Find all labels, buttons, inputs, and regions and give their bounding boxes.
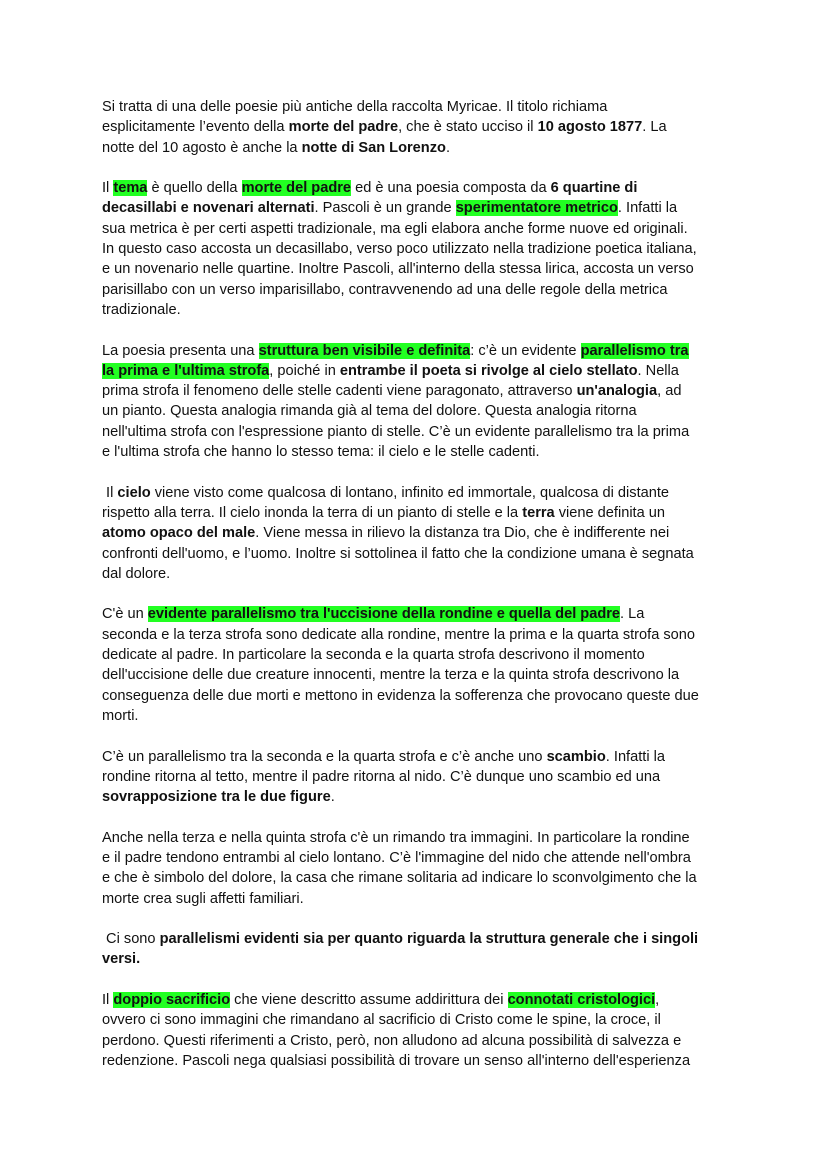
text-line bbox=[102, 990, 742, 1010]
text-run: e che è simbolo del dolore, la casa che rimane solitaria ad indicare lo sconvolgimento che la bbox=[102, 870, 697, 887]
text-run: confronti dell'uomo, e l’uomo. Inoltre si sottolinea il fatto che la condizione umana è segnata bbox=[102, 545, 694, 562]
text-run: Il bbox=[102, 992, 114, 1009]
text-line bbox=[102, 97, 742, 117]
text-line bbox=[102, 219, 742, 239]
bold-text: notte di San Lorenzo bbox=[301, 139, 446, 156]
text-run: morte crea sugli affetti familiari. bbox=[102, 890, 304, 907]
text-line bbox=[102, 422, 742, 442]
paragraph bbox=[102, 483, 742, 584]
bold-text: scambio bbox=[546, 748, 606, 765]
text-line bbox=[102, 787, 742, 807]
text-run: è quello della bbox=[147, 180, 242, 197]
text-run: parisillabo con un verso imparisillabo, contravvenendo ad una delle regole della metrica bbox=[102, 281, 668, 298]
text-run: . La bbox=[642, 119, 667, 136]
highlighted-text: connotati cristologici bbox=[507, 992, 656, 1009]
text-run: dal dolore. bbox=[102, 565, 171, 582]
paragraph bbox=[102, 178, 742, 320]
paragraph bbox=[102, 97, 742, 158]
text-line bbox=[102, 523, 742, 543]
text-line bbox=[102, 138, 742, 158]
highlighted-text: doppio sacrificio bbox=[113, 992, 231, 1009]
text-line bbox=[102, 686, 742, 706]
text-run: . La bbox=[620, 606, 645, 623]
text-run: seconda e la terza strofa sono dedicate alla rondine, mentre la prima e la quarta strofa sono bbox=[102, 626, 696, 643]
paragraph bbox=[102, 341, 742, 463]
text-run: morti. bbox=[102, 707, 139, 724]
document-page bbox=[102, 97, 742, 1092]
text-run: , bbox=[655, 992, 660, 1009]
text-run: Ci sono bbox=[102, 931, 160, 948]
text-run: rondine ritorna al tetto, mentre il padre ritorna al nido. C’è dunque uno scambio ed una bbox=[102, 768, 661, 785]
highlighted-text: la prima e l'ultima strofa bbox=[102, 362, 270, 379]
text-line bbox=[102, 889, 742, 909]
text-line bbox=[102, 1031, 742, 1051]
text-line bbox=[102, 625, 742, 645]
bold-text: sovrapposizione tra le due figure bbox=[102, 789, 331, 806]
text-run: e un novenario nelle quartine. Inoltre Pascoli, all'interno della stessa lirica, accosta un verso bbox=[102, 261, 694, 278]
highlighted-text: morte del padre bbox=[241, 180, 352, 197]
text-run: dell'uccisione delle due creature innocenti, mentre la terza e la quinta strofa descrivono la bbox=[102, 667, 680, 684]
text-run: sua metrica è per certi aspetti tradizionale, ma egli elabora anche forme nuove ed originali. bbox=[102, 220, 688, 237]
text-line bbox=[102, 503, 742, 523]
paragraph bbox=[102, 929, 742, 970]
text-run: rispetto alla terra. Il cielo inonda la terra di un pianto di stelle e la bbox=[102, 504, 523, 521]
text-run: . bbox=[330, 789, 335, 806]
text-run: Si tratta di una delle poesie più antiche della raccolta Myricae. Il titolo richiama bbox=[102, 99, 608, 115]
text-line bbox=[102, 300, 742, 320]
text-line bbox=[102, 665, 742, 685]
text-line bbox=[102, 868, 742, 888]
text-run: C'è un bbox=[102, 606, 148, 623]
text-run: . Pascoli è un grande bbox=[314, 200, 456, 217]
text-run: . Infatti la bbox=[605, 748, 665, 765]
highlighted-text: parallelismo tra bbox=[580, 342, 689, 359]
text-line bbox=[102, 828, 742, 848]
bold-text: parallelismi evidenti sia per quanto riguarda la struttura generale che i singoli bbox=[159, 931, 699, 948]
text-line bbox=[102, 544, 742, 564]
bold-text: versi. bbox=[102, 951, 141, 968]
text-run: nell'ultima strofa con l'espressione pianto di stelle. C’è un evidente parallelismo tra la prima bbox=[102, 423, 690, 440]
text-run: notte del 10 agosto è anche la bbox=[102, 139, 302, 156]
text-run: . bbox=[445, 139, 450, 156]
bold-text: 6 quartine di bbox=[550, 180, 638, 197]
text-line bbox=[102, 381, 742, 401]
text-run: Anche nella terza e nella quinta strofa c'è un rimando tra immagini. In particolare la rondine bbox=[102, 829, 690, 846]
text-line bbox=[102, 483, 742, 503]
text-run: C’è un parallelismo tra la seconda e la quarta strofa e c’è anche uno bbox=[102, 748, 547, 765]
highlighted-text: evidente parallelismo tra l'uccisione della rondine e quella del padre bbox=[147, 606, 621, 623]
paragraph bbox=[102, 990, 742, 1071]
text-run: esplicitamente l’evento della bbox=[102, 119, 289, 136]
text-run: , che è stato ucciso il bbox=[398, 119, 538, 136]
bold-text: cielo bbox=[117, 484, 151, 501]
text-run: ovvero ci sono immagini che rimandano al sacrificio di Cristo come le spine, la croce, il bbox=[102, 1012, 661, 1029]
text-run: perdono. Questi riferimenti a Cristo, però, non alludono ad alcuna possibilità di salvezza e bbox=[102, 1032, 682, 1049]
text-line bbox=[102, 341, 742, 361]
bold-text: 10 agosto 1877 bbox=[537, 119, 643, 136]
paragraph bbox=[102, 604, 742, 726]
text-line bbox=[102, 259, 742, 279]
text-run: prima strofa il fenomeno delle stelle cadenti viene paragonato, attraverso bbox=[102, 383, 577, 400]
text-run: , poiché in bbox=[269, 362, 340, 379]
text-run: e il padre tendono entrambi al cielo lontano. C’è l'immagine del nido che attende nell'ombra bbox=[102, 849, 691, 866]
text-run: , ad bbox=[657, 383, 682, 400]
text-line bbox=[102, 929, 742, 949]
text-line bbox=[102, 747, 742, 767]
text-run: tradizionale. bbox=[102, 301, 181, 318]
text-line bbox=[102, 767, 742, 787]
highlighted-text: tema bbox=[113, 180, 148, 197]
text-line bbox=[102, 1051, 742, 1071]
highlighted-text: sperimentatore metrico bbox=[455, 200, 618, 217]
text-line bbox=[102, 442, 742, 462]
text-run: . Viene messa in rilievo la distanza tra Dio, che è indifferente nei bbox=[255, 525, 670, 542]
text-run: . Infatti la bbox=[617, 200, 678, 217]
text-run: La poesia presenta una bbox=[102, 342, 259, 359]
text-run: viene visto come qualcosa di lontano, infinito ed immortale, qualcosa di distante bbox=[150, 484, 670, 501]
text-run: redenzione. Pascoli nega qualsiasi possibilità di trovare un senso all'interno dell'esperienza bbox=[102, 1052, 691, 1069]
text-run: dedicate al padre. In particolare la seconda e la quarta strofa descrivono il momento bbox=[102, 647, 645, 664]
bold-text: decasillabi e novenari alternati bbox=[102, 200, 315, 217]
bold-text: entrambe il poeta si rivolge al cielo stellato bbox=[339, 362, 638, 379]
text-line bbox=[102, 401, 742, 421]
text-line bbox=[102, 604, 742, 624]
text-line bbox=[102, 706, 742, 726]
text-line bbox=[102, 178, 742, 198]
text-run: e l'ultima strofa che hanno lo stesso tema: il cielo e le stelle cadenti. bbox=[102, 444, 540, 461]
text-line bbox=[102, 117, 742, 137]
text-run: un pianto. Questa analogia rimanda già al tema del dolore. Questa analogia ritorna bbox=[102, 403, 637, 420]
text-line bbox=[102, 280, 742, 300]
bold-text: terra bbox=[522, 504, 555, 521]
bold-text: atomo opaco del male bbox=[102, 525, 256, 542]
paragraph bbox=[102, 828, 742, 909]
text-run: . Nella bbox=[637, 362, 679, 379]
text-line bbox=[102, 198, 742, 218]
bold-text: un'analogia bbox=[576, 383, 658, 400]
text-line bbox=[102, 1010, 742, 1030]
text-run: Il bbox=[102, 484, 118, 501]
text-run: che viene descritto assume addirittura dei bbox=[230, 992, 508, 1009]
text-line bbox=[102, 239, 742, 259]
text-run: viene definita un bbox=[554, 504, 666, 521]
text-run: conseguenza delle due morti e mettono in evidenza la sofferenza che provocano queste due bbox=[102, 687, 699, 704]
text-line bbox=[102, 564, 742, 584]
text-run: Il bbox=[102, 180, 114, 197]
paragraph bbox=[102, 747, 742, 808]
bold-text: morte del padre bbox=[288, 119, 399, 136]
text-line bbox=[102, 848, 742, 868]
text-run: In questo caso accosta un decasillabo, verso poco utilizzato nella tradizione poetica italiana, bbox=[102, 241, 697, 258]
text-run: ed è una poesia composta da bbox=[351, 180, 551, 197]
highlighted-text: struttura ben visibile e definita bbox=[258, 342, 471, 359]
text-line bbox=[102, 361, 742, 381]
text-line bbox=[102, 949, 742, 969]
text-line bbox=[102, 645, 742, 665]
text-run: : c’è un evidente bbox=[470, 342, 581, 359]
